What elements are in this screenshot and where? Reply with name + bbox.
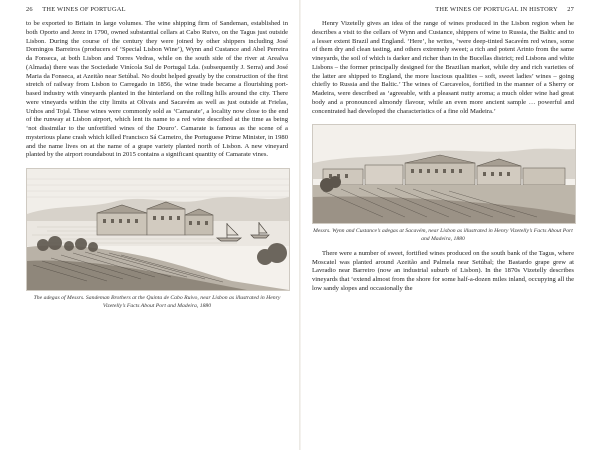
left-figure-caption: The adegas of Messrs. Sandeman Brothers at the Quinta de Cabo Ruivo, near Lisbon as illustrated in Henry Vizetelly’s Facts About Port and Madeira, 1880 xyxy=(33,295,281,309)
left-page-number: 26 xyxy=(26,6,33,13)
right-figure-caption: Messrs. Wynn and Custance’s adegas at Sacavém, near Lisbon as illustrated in Henry Vizetelly’s Facts About Port and Madeira, 1880 xyxy=(313,228,573,243)
left-figure xyxy=(26,168,288,310)
left-illustration xyxy=(26,168,290,291)
left-header-title: THE WINES OF PORTUGAL xyxy=(42,6,126,13)
right-page-number: 27 xyxy=(567,6,574,13)
right-figure xyxy=(312,124,574,243)
right-paragraph-2: There were a number of sweet, fortified wines produced on the south bank of the Tagus, where Moscatel was planted around Azeitão and Palmela near Setúbal; the Bastardo grape grew at Lavradio near Barreiro (now an industrial suburb of Lisbon). In the 1870s Vizetelly describes vineyards that ‘extend almost from the shore for some half-a-dozen miles inland, occupying all the low sandy slopes and occasionally the xyxy=(312,249,574,292)
right-paragraph-1: Henry Vizetelly gives an idea of the range of wines produced in the Lisbon region when he describes a visit to the cellars of Wynn and Custance, shippers of wine to Russia, the Baltic and to a lesser extent Brazil and England. ‘Here’, he writes, ‘were deep-tinted Sacavém red wines, some of them dry and clean tasting, and others extremely sweet; a rich and potent Arinto from the same vineyards, the soil of which is darker and richer than in the Bucellas district; red Lisbons and white Lisbons – the former principally designed for the Brazilian market, while dry and rich varieties of the latter are shipped to England, the more luscious qualities – soft, sweet ladies’ wines – going chiefly to Russia and the Baltic.’ The wines of Carcavelos, fortified in the manner of a Sherry or Madeira, were described as ‘agreeable, with a pleasant nutty aroma; a much older wine had great body and a pronounced almondy flavour, while an even more ancient sample … powerful and concentrated had developed the characteristics of a fine old Madeira.’ xyxy=(312,20,574,115)
engraving-cabo-ruivo xyxy=(27,169,289,290)
engraving-sacavem-adegas xyxy=(313,125,575,223)
left-running-header xyxy=(26,6,126,13)
right-header-title: THE WINES OF PORTUGAL IN HISTORY xyxy=(435,6,558,13)
left-paragraph-1: to be exported to Britain in large volumes. The wine shipping firm of Sandeman, established in both Oporto and Jerez in 1790, owned substantial cellars at Cabo Ruivo, on the Tagus just outside Lisbon. During the course of the century they were joined by other shippers including José Domingos Barreiros (producers of ‘Special Lisbon Wine’), Wynn and Custance and Abel Perreira da Fonseca, at both Lisbon and Torres Vedras, while on the south side of the river at Arealva (Almada) there was the Sociedade Vinícola Sul de Portugal Lda. (subsequently J. Serra) and José Maria da Fonseca, at Azeitão near Setúbal. No doubt helped greatly by the construction of the first stretch of railway from Lisbon to Carregado in 1856, the wine trade became a flourishing port-based industry with vineyards planted in the hinterland on the rolling hills around the city. There were vineyards within the city limits at Olivais and Sacavém as well as just outside at Frielas, Unhos and Tojal. These wines were commonly sold as ‘Camarate’, a locality now close to the end of the runway at Lisbon airport, which lent its name to a red wine described at the time as being ‘not dissimilar to the unfortified wines of the Douro’. Camarate is famous as the scene of a mysterious plane crash which killed Francisco Sá Carneiro, the Portuguese Prime Minister, in 1980 and the name lives on at the name of a grape variety planted north of Lisbon. A new vineyard planted by the airport roundabout in 2015 contains a significant quantity of Camarate vines. xyxy=(26,20,288,159)
right-illustration xyxy=(312,124,576,224)
right-page xyxy=(300,0,600,450)
right-running-header xyxy=(435,6,574,13)
